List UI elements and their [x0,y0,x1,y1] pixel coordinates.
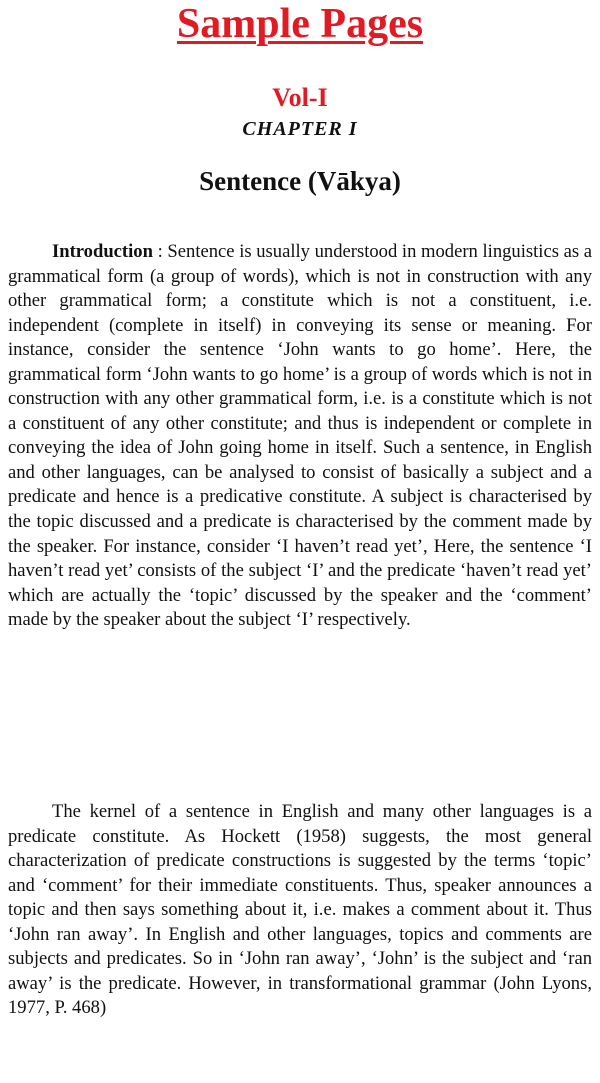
chapter-title: Sentence (Vākya) [199,166,401,196]
kernel-paragraph: The kernel of a sentence in English and many other languages is a predicate constitute. As Hockett (1958) suggests, the most general characterization of predicate constructions is suggested by the terms ‘topic’ and ‘comment’ for their immediate constituents. Thus, speaker announces a topic and then says something about it, i.e. makes a comment about it. Thus ‘John ran away’. In English and other languages, topics and comments are subjects and predicates. So in ‘John ran away’, ‘John’ is the subject and ‘ran away’ is the predicate. However, in transformational grammar (John Lyons, 1977, P. 468) [8,801,592,1019]
volume-label: Vol-I [272,83,328,112]
lead-separator: : [152,241,168,262]
sample-pages-banner: Sample Pages [176,1,424,47]
introduction-lead: Introduction [52,241,153,262]
introduction-body: Sentence is usually understood in modern linguistics as a grammatical form (a group of words), which is not in construction with any other grammatical form; a constitute which is not a constituent, i.e. independent (complete in itself) in conveying its sense or meaning. For instance, consider the sentence ‘John wants to go home’. Here, the grammatical form ‘John wants to go home’ is a group of words which is not in construction with any other grammatical form, i.e. is a constitute which is not a constituent of any other constitute; and thus is independent or complete in conveying the idea of John going home in itself. Such a sentence, in English and other languages, can be analysed to consist of basically a subject and a predicate and hence is a predicative constitute. A subject is characterised by the topic discussed and a predicate is characterised by the comment made by the speaker. For instance, consider ‘I haven’t read yet’, Here, the sentence ‘I haven’t read yet’ consists of the subject ‘I’ and the predicate ‘haven’t read yet’ which are actually the ‘topic’ discussed by the speaker and the ‘comment’ made by the speaker about the subject ‘I’ respectively. [8,241,592,631]
chapter-heading: CHAPTER I [242,118,358,140]
introduction-paragraph [8,240,592,633]
